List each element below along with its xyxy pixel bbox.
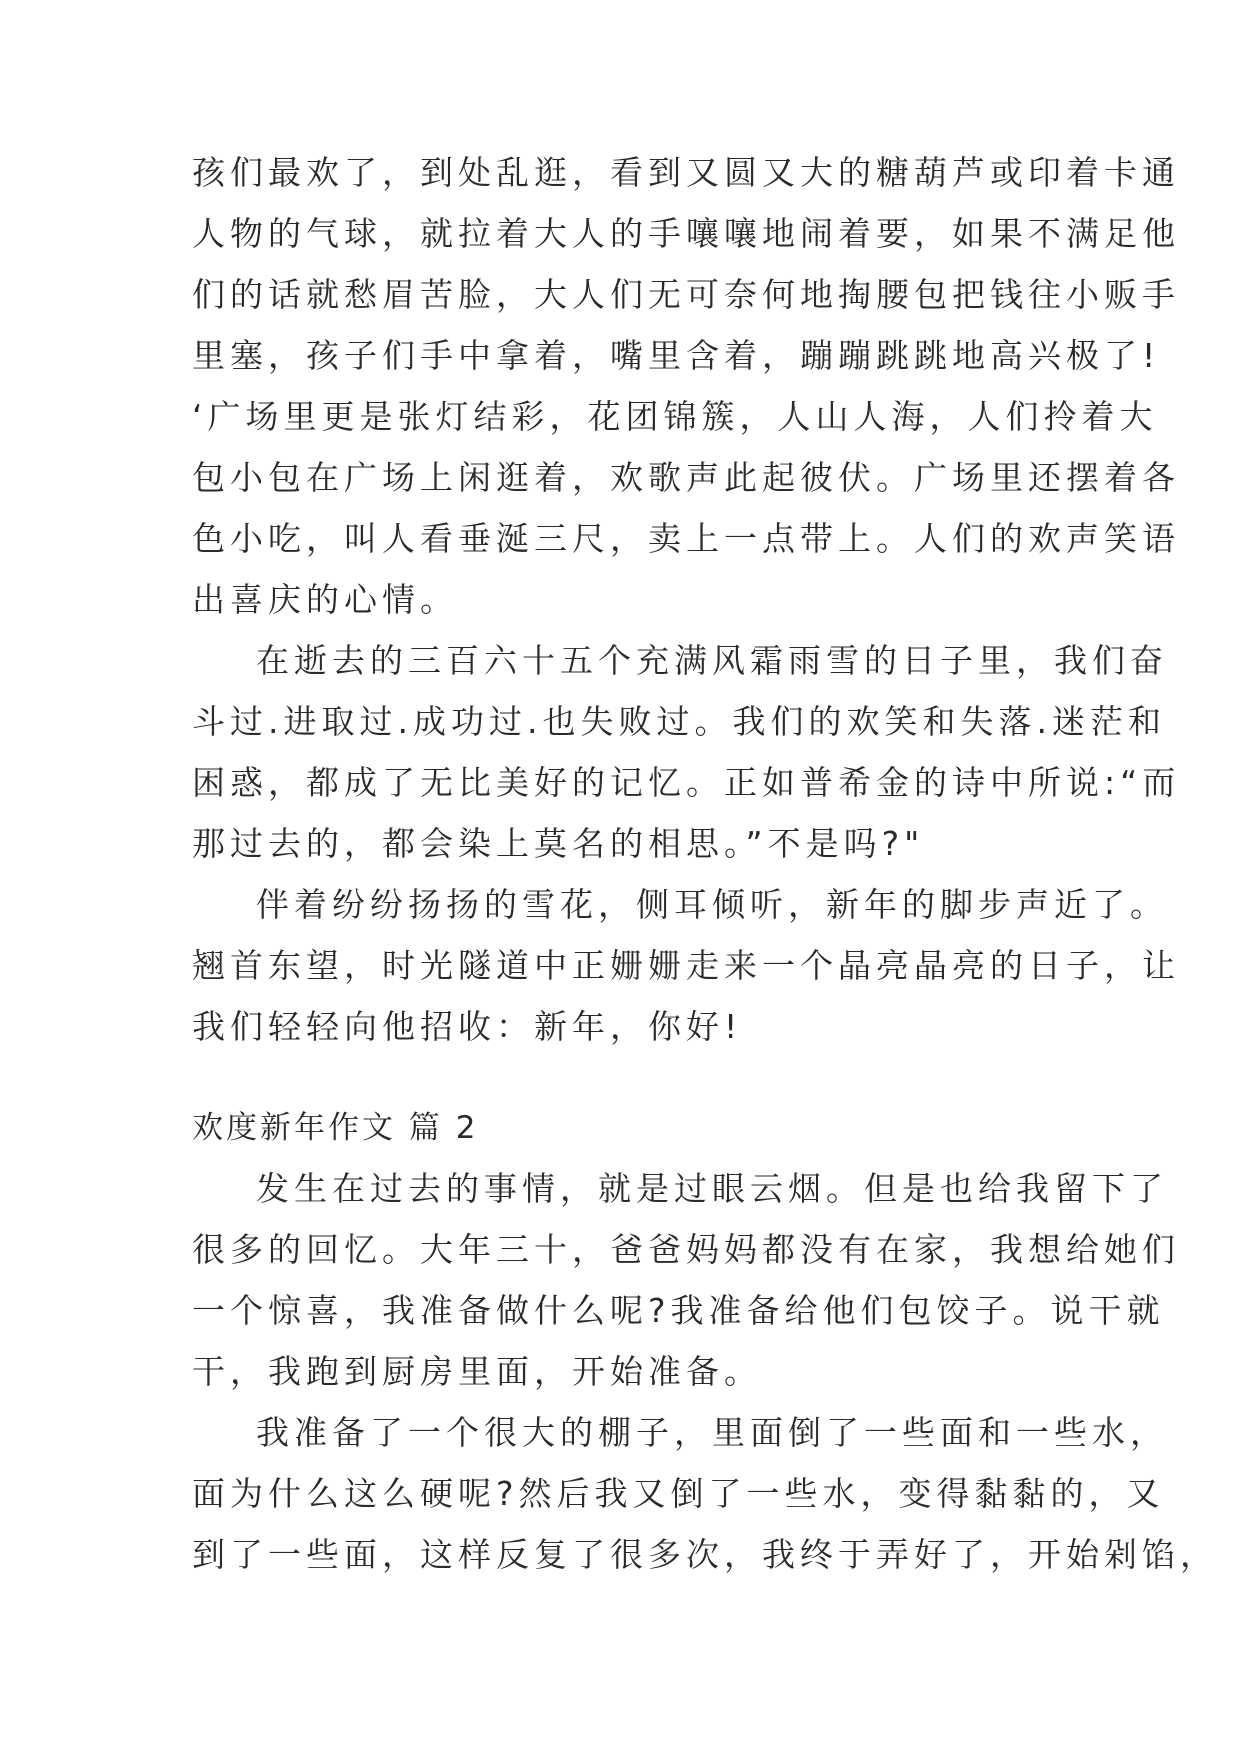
text-line: 们的话就愁眉苦脸，大人们无可奈何地掏腰包把钱往小贩手	[192, 275, 1180, 314]
text-line: 色小吃，叫人看垂涎三尺，卖上一点带上。人们的欢声笑语	[192, 519, 1180, 558]
paragraph-first-line: 我准备了一个很大的棚子，里面倒了一些面和一些水，	[256, 1413, 1168, 1452]
paragraph-first-line: 发生在过去的事情，就是过眼云烟。但是也给我留下了	[256, 1169, 1168, 1208]
text-line: 一个惊喜，我准备做什么呢?我准备给他们包饺子。说干就	[192, 1291, 1165, 1330]
text-line: 出喜庆的心情。	[192, 580, 458, 619]
text-line: 干，我跑到厨房里面，开始准备。	[192, 1352, 762, 1391]
text-line: 很多的回忆。大年三十，爸爸妈妈都没有在家，我想给她们	[192, 1230, 1180, 1269]
text-line: 困惑，都成了无比美好的记忆。正如普希金的诗中所说:“而	[192, 763, 1181, 802]
text-line: 孩们最欢了，到处乱逛，看到又圆又大的糖葫芦或印着卡通	[192, 153, 1180, 192]
paragraph-first-line: 在逝去的三百六十五个充满风霜雨雪的日子里，我们奋	[256, 641, 1168, 680]
paragraph-first-line: 伴着纷纷扬扬的雪花，侧耳倾听，新年的脚步声近了。	[256, 885, 1168, 924]
text-line: 里塞，孩子们手中拿着，嘴里含着，蹦蹦跳跳地高兴极了!	[192, 336, 1161, 375]
text-line: 那过去的，都会染上莫名的相思。”不是吗?"	[192, 824, 925, 863]
text-line: 面为什么这么硬呢?然后我又倒了一些水，变得黏黏的，又	[192, 1474, 1165, 1513]
text-line: 人物的气球，就拉着大人的手嚷嚷地闹着要，如果不满足他	[192, 214, 1180, 253]
text-line: 斗过.进取过.成功过.也失败过。我们的欢笑和失落.迷茫和	[192, 702, 1166, 741]
text-line: ‘广场里更是张灯结彩，花团锦簇，人山人海，人们拎着大	[192, 397, 1158, 436]
section-heading: 欢度新年作文 篇 2	[192, 1110, 479, 1146]
text-line: 翘首东望，时光隧道中正姗姗走来一个晶亮晶亮的日子，让	[192, 946, 1180, 985]
text-line: 到了一些面，这样反复了很多次，我终于弄好了，开始剁馅，	[192, 1535, 1218, 1574]
text-line: 我们轻轻向他招收：新年，你好!	[192, 1007, 743, 1046]
text-line: 包小包在广场上闲逛着，欢歌声此起彼伏。广场里还摆着各	[192, 458, 1180, 497]
